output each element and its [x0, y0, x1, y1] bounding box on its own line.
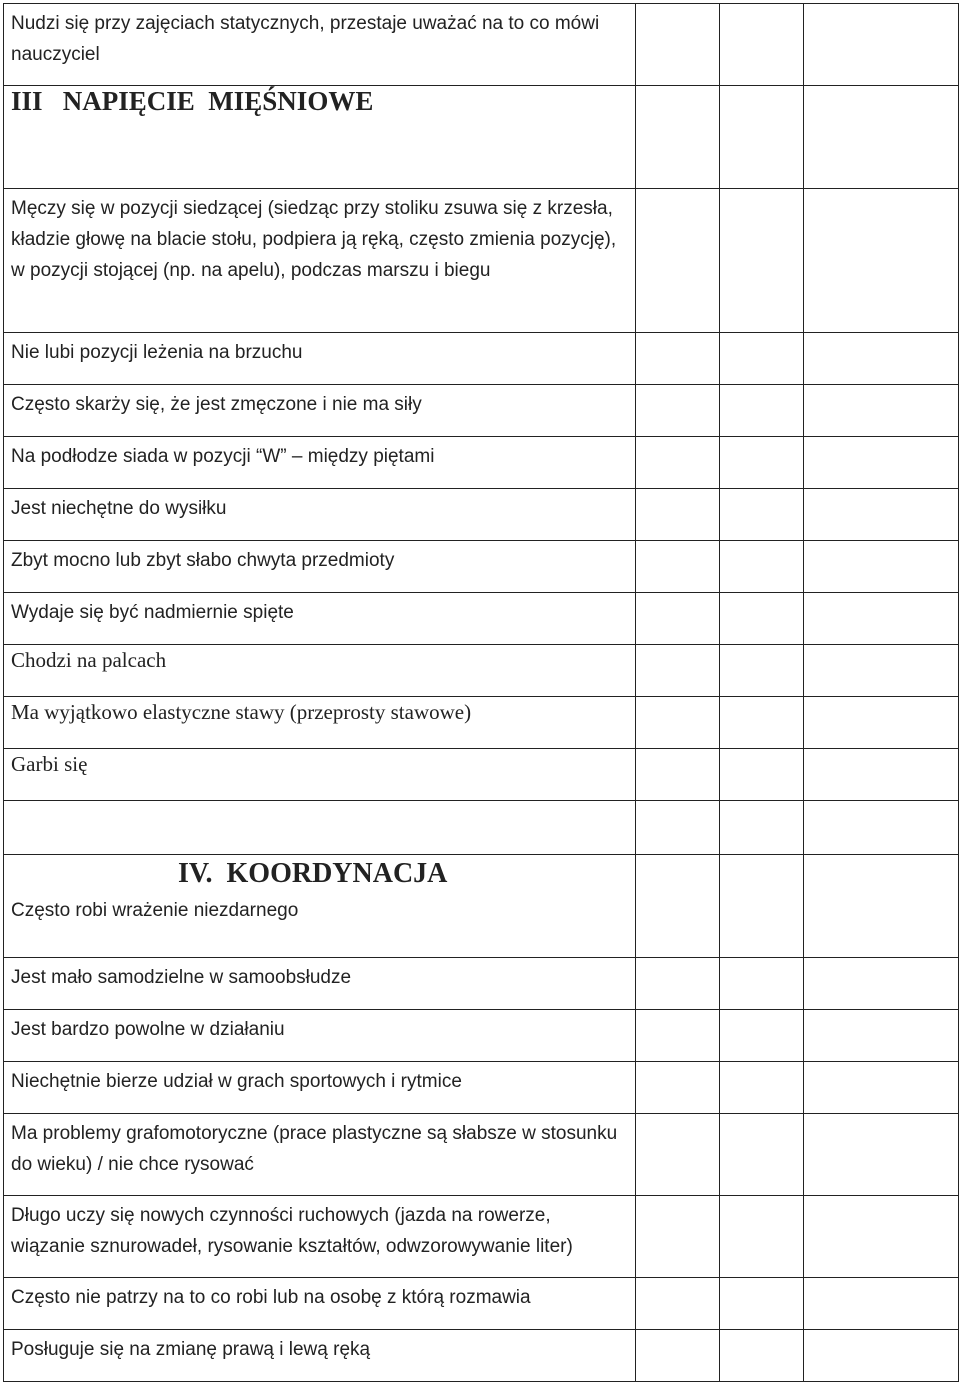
check-cell[interactable]: [636, 1062, 720, 1114]
table-row: [4, 4, 959, 86]
check-cell[interactable]: [804, 4, 959, 86]
table-row: [4, 541, 959, 593]
table-row: [4, 1114, 959, 1196]
check-cell[interactable]: [636, 697, 720, 749]
item-text: Posługuje się na zmianę prawą i lewą ręką: [4, 1330, 636, 1382]
check-cell[interactable]: [720, 855, 804, 958]
check-cell[interactable]: [636, 489, 720, 541]
check-cell[interactable]: [804, 1062, 959, 1114]
section-heading: IV. KOORDYNACJA: [178, 858, 448, 889]
check-cell[interactable]: [720, 1010, 804, 1062]
check-cell[interactable]: [720, 437, 804, 489]
item-text: Ma wyjątkowo elastyczne stawy (przeprosty stawowe): [4, 697, 636, 749]
check-cell[interactable]: [804, 1330, 959, 1382]
check-cell[interactable]: [720, 385, 804, 437]
table-row: [4, 489, 959, 541]
check-cell[interactable]: [720, 333, 804, 385]
table-row: [4, 1278, 959, 1330]
section-heading: III NAPIĘCIE MIĘŚNIOWE: [4, 86, 636, 189]
table-row: [4, 1010, 959, 1062]
table-row: [4, 697, 959, 749]
check-cell[interactable]: [720, 541, 804, 593]
item-text: Jest niechętne do wysiłku: [4, 489, 636, 541]
check-cell[interactable]: [804, 1114, 959, 1196]
check-cell[interactable]: [804, 1010, 959, 1062]
empty-cell: [4, 801, 636, 855]
item-text: Często skarży się, że jest zmęczone i nie ma siły: [4, 385, 636, 437]
item-text: Wydaje się być nadmiernie spięte: [4, 593, 636, 645]
check-cell[interactable]: [636, 645, 720, 697]
table-row: [4, 437, 959, 489]
check-cell[interactable]: [720, 1114, 804, 1196]
item-text: Garbi się: [4, 749, 636, 801]
check-cell[interactable]: [804, 697, 959, 749]
item-text: Często robi wrażenie niezdarnego: [11, 900, 299, 921]
item-text: Zbyt mocno lub zbyt słabo chwyta przedmioty: [4, 541, 636, 593]
item-text: Niechętnie bierze udział w grach sportowych i rytmice: [4, 1062, 636, 1114]
check-cell[interactable]: [720, 801, 804, 855]
check-cell[interactable]: [804, 541, 959, 593]
check-cell[interactable]: [720, 189, 804, 333]
check-cell[interactable]: [804, 333, 959, 385]
check-cell[interactable]: [720, 489, 804, 541]
item-text: Długo uczy się nowych czynności ruchowych (jazda na rowerze, wiązanie sznurowadeł, rysowanie kształtów, odwzorowywanie liter): [4, 1196, 636, 1278]
item-text: Często nie patrzy na to co robi lub na osobę z którą rozmawia: [4, 1278, 636, 1330]
check-cell[interactable]: [636, 1278, 720, 1330]
check-cell[interactable]: [636, 958, 720, 1010]
item-text: Chodzi na palcach: [4, 645, 636, 697]
table-row: [4, 189, 959, 333]
table-row: [4, 1196, 959, 1278]
check-cell[interactable]: [804, 749, 959, 801]
check-cell[interactable]: [720, 1062, 804, 1114]
check-cell[interactable]: [720, 958, 804, 1010]
section-cell: [4, 855, 636, 958]
check-cell[interactable]: [720, 749, 804, 801]
check-cell[interactable]: [804, 958, 959, 1010]
section-row: [4, 855, 959, 958]
check-cell[interactable]: [804, 645, 959, 697]
check-cell[interactable]: [636, 4, 720, 86]
table-row: [4, 1330, 959, 1382]
check-cell[interactable]: [804, 385, 959, 437]
check-cell[interactable]: [720, 697, 804, 749]
table-row: [4, 593, 959, 645]
check-cell[interactable]: [636, 1010, 720, 1062]
check-cell[interactable]: [804, 189, 959, 333]
table-row: [4, 1062, 959, 1114]
check-cell[interactable]: [636, 437, 720, 489]
check-cell[interactable]: [804, 437, 959, 489]
table-row: [4, 749, 959, 801]
table-row: [4, 385, 959, 437]
item-text: Ma problemy grafomotoryczne (prace plastyczne są słabsze w stosunku do wieku) / nie chce rysować: [4, 1114, 636, 1196]
check-cell[interactable]: [804, 1196, 959, 1278]
check-cell[interactable]: [636, 855, 720, 958]
check-cell[interactable]: [720, 1330, 804, 1382]
check-cell[interactable]: [804, 86, 959, 189]
item-text: Męczy się w pozycji siedzącej (siedząc przy stoliku zsuwa się z krzesła, kładzie głowę na blacie stołu, podpiera ją ręką, często zmienia pozycję), w pozycji stojącej (np. na apelu), podczas marszu i biegu: [4, 189, 636, 333]
item-text: Nudzi się przy zajęciach statycznych, przestaje uważać na to co mówi nauczyciel: [4, 4, 636, 86]
section-row: [4, 86, 959, 189]
check-cell[interactable]: [720, 593, 804, 645]
item-text: Nie lubi pozycji leżenia na brzuchu: [4, 333, 636, 385]
check-cell[interactable]: [636, 749, 720, 801]
item-text: Na podłodze siada w pozycji “W” – między piętami: [4, 437, 636, 489]
check-cell[interactable]: [720, 4, 804, 86]
table-row: [4, 958, 959, 1010]
check-cell[interactable]: [636, 333, 720, 385]
check-cell[interactable]: [636, 1114, 720, 1196]
table-row: [4, 645, 959, 697]
check-cell[interactable]: [636, 1330, 720, 1382]
check-cell[interactable]: [636, 593, 720, 645]
table-row: [4, 333, 959, 385]
check-cell[interactable]: [804, 1278, 959, 1330]
check-cell[interactable]: [804, 593, 959, 645]
check-cell[interactable]: [636, 189, 720, 333]
item-text: Jest bardzo powolne w działaniu: [4, 1010, 636, 1062]
spacer-row: [4, 801, 959, 855]
check-cell[interactable]: [636, 86, 720, 189]
check-cell[interactable]: [636, 1196, 720, 1278]
check-cell[interactable]: [720, 1278, 804, 1330]
check-cell[interactable]: [636, 801, 720, 855]
check-cell[interactable]: [720, 86, 804, 189]
check-cell[interactable]: [804, 801, 959, 855]
check-cell[interactable]: [804, 489, 959, 541]
check-cell[interactable]: [636, 385, 720, 437]
item-text: Jest mało samodzielne w samoobsłudze: [4, 958, 636, 1010]
check-cell[interactable]: [804, 855, 959, 958]
check-cell[interactable]: [720, 645, 804, 697]
checklist-table: [3, 3, 959, 1382]
check-cell[interactable]: [636, 541, 720, 593]
check-cell[interactable]: [720, 1196, 804, 1278]
